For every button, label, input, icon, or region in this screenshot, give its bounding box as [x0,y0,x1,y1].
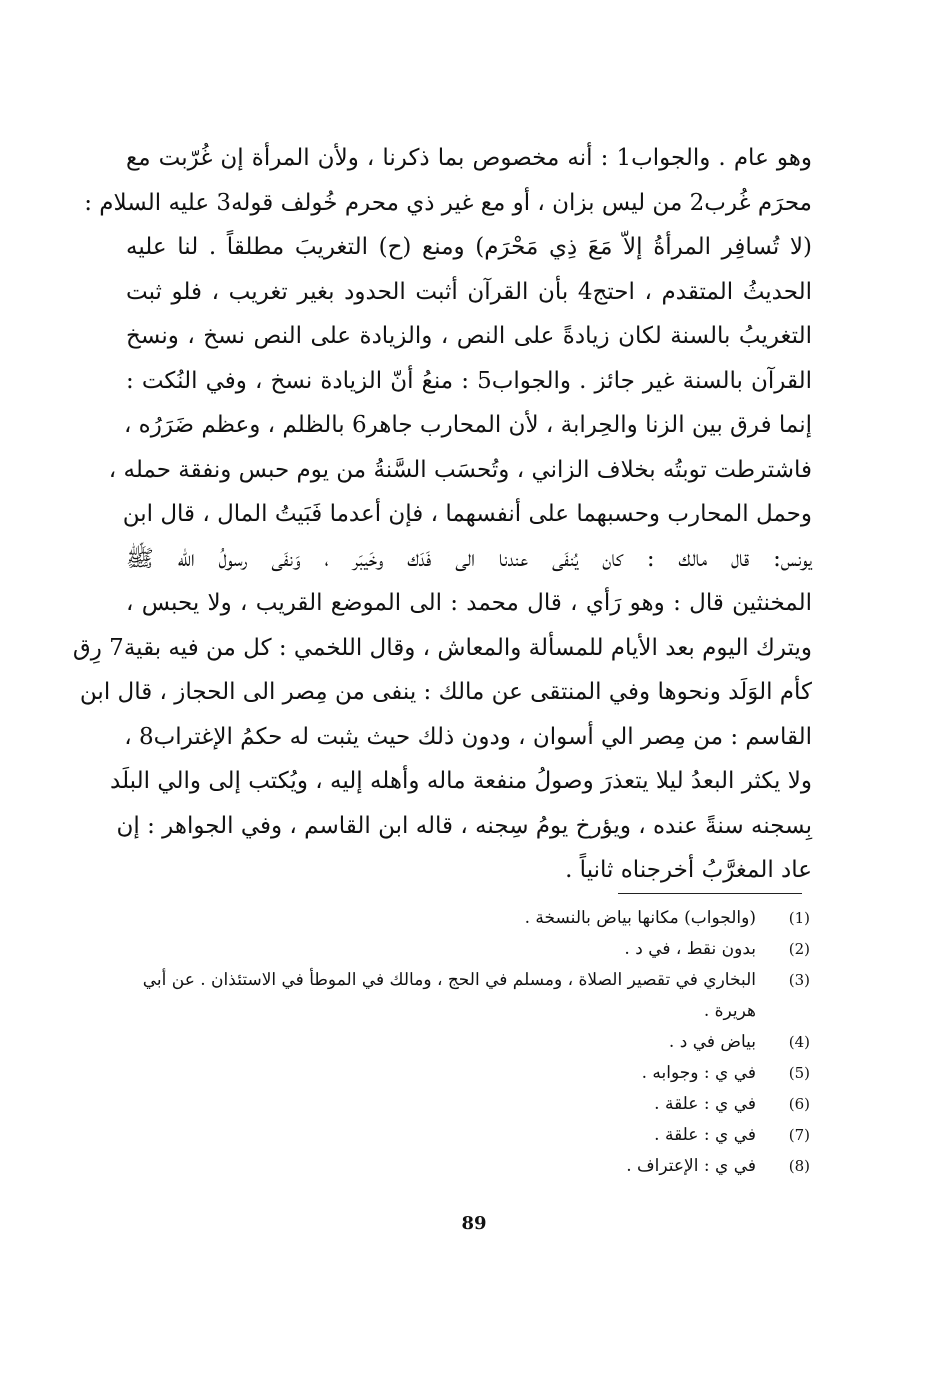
footnote [126,903,812,934]
footnote-number: (5) [788,1064,810,1082]
text-line: إنما فرق بين الزنا والحِرابة ، لأن المحارب جاهر6 بالظلم ، وعظم ضَرَرُه ، [123,412,812,438]
text-line: وهو عام . والجواب1 : أنه مخصوص بما ذكرنا ، ولأن المرأة إن غُرّبت مع [126,145,812,171]
footnote-number: (6) [788,1095,810,1113]
footnote-text: في ي : علقة . [654,1094,756,1114]
footnotes [126,903,812,1182]
text-line: وحمل المحارب وحسبهما على أنفسهما ، فإن أعدما فَبَيتُ المال ، قال ابن [122,501,812,527]
footnote-number: (3) [788,971,810,989]
footnote-text: بدون نقط ، في د . [624,939,756,959]
main-text [72,136,812,893]
footnote [126,1058,812,1089]
text-line: التغريبُ بالسنة لكان زيادةً على النص ، والزيادة على النص نسخ ، ونسخ [126,323,812,349]
footnote-text: في ي : وجوابه . [641,1063,756,1083]
footnote [126,1151,812,1182]
footnote [126,1089,812,1120]
text-line: كأم الوَلَد ونحوها وفي المنتقى عن مالك : ينفى من مِصر الى الحجاز ، قال ابن [79,679,812,705]
footnote [126,965,812,1027]
footnote [126,1027,812,1058]
page-number: 89 [461,1213,487,1234]
text-line: محرَم غُرب2 من ليس بزان ، أو مع غير ذي محرم خُولف قوله3 عليه السلام : [84,189,812,216]
footnote-number: (4) [788,1033,810,1051]
text-line: المخنثين قال : وهو رَأي ، قال محمد : الى الموضع القريب ، ولا يحبس ، [126,590,812,616]
text-line: (لا تُسافِر المرأةُ إلاّ مَعَ ذِي مَحْرَم) ومنع (ح) التغريبَ مطلقاً . لنا عليه [126,234,812,260]
text-line: بِسجنه سنةً عنده ، ويؤرخ يومُ سِجنه ، قاله ابن القاسم ، وفي الجواهر : إن [116,812,812,839]
footnote-text: بياض في د . [668,1032,756,1052]
footnote-number: (8) [788,1157,810,1175]
footnote [126,1120,812,1151]
footnote-text: (والجواب) مكانها بياض بالنسخة . [524,908,756,928]
footnote-number: (1) [788,909,810,927]
text-line: فاشترطت توبتُه بخلاف الزاني ، وتُحسَب السَّنةُ من يوم حبس ونفقة حمله ، [108,456,812,483]
footnote-text: في ي : الإعتراف . [626,1156,756,1176]
footnote-separator [618,893,802,894]
footnote-text: البخاري في تقصير الصلاة ، ومسلم في الحج ، ومالك في الموطأ في الاستئذان . عن أبي هريرة . [142,970,756,1021]
text-line: الحديثُ المتقدم ، احتج4 بأن القرآن أثبت الحدود بغير تغريب ، فلو ثبت [126,278,812,305]
text-line: ولا يكثر البعدُ ليلا يتعذرَ وصولُ منفعة ماله وأهله إليه ، ويُكتب إلى والي البلَد [110,768,812,794]
text-line: القرآن بالسنة غير جائز . والجواب5 : منعُ أنّ الزيادة نسخ ، وفي النُكت : [126,367,812,394]
text-line: عاد المغرَّبُ أخرجناه ثانياً . [565,857,812,883]
footnote-text: في ي : علقة . [654,1125,756,1145]
footnote-number: (7) [788,1126,810,1144]
text-line: ويترك اليوم بعد الأيام للمسألة والمعاش ، وقال اللخمي : كل من فيه بقية7 رِق [72,634,812,661]
footnote [126,934,812,965]
footnote-number: (2) [788,940,810,958]
text-line: يونس: قال مالك : كان يُنفَى عندنا الى فَدَك وخَيبَر ، وَنفَى رسولُ الله ﷺ [126,545,812,572]
text-line: القاسم : من مِصر الي أسوان ، ودون ذلك حيث يثبت له حكمُ الإغتراب8 ، [124,723,812,750]
